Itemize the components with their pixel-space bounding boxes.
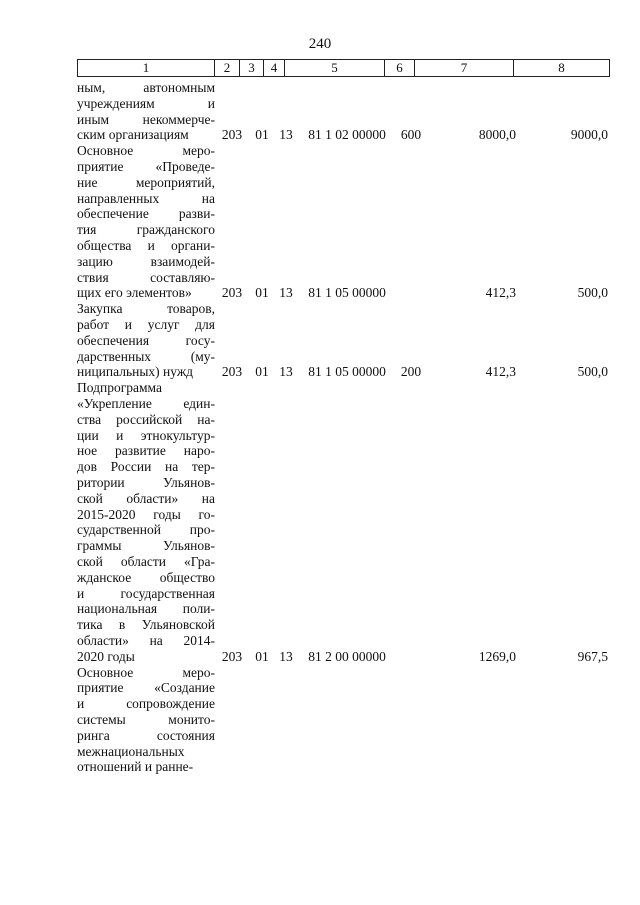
- description-line: дов России на тер-: [77, 459, 215, 475]
- cell-col-5: 81 2 00 00000: [308, 648, 386, 664]
- row-description: [77, 301, 215, 380]
- row-description: [77, 143, 215, 301]
- description-line: работ и услуг для: [77, 316, 215, 332]
- description-line: граммы Ульянов-: [77, 538, 215, 554]
- description-line: тия гражданского: [77, 222, 215, 238]
- description-line: жданское общество: [77, 569, 215, 585]
- description-line: ской области «Гра-: [77, 553, 215, 569]
- description-line: ным, автономным: [77, 80, 215, 95]
- header-col-4: 4: [264, 60, 285, 76]
- row-description: [77, 80, 215, 143]
- description-line: и государственная: [77, 585, 215, 601]
- description-line: и сопровождение: [77, 696, 215, 712]
- cell-col-5: 81 1 05 00000: [308, 364, 386, 380]
- header-col-3: 3: [240, 60, 264, 76]
- cell-col-7: 8000,0: [478, 127, 516, 143]
- row-description: [77, 380, 215, 664]
- description-line: области» на 2014-: [77, 632, 215, 648]
- description-line: обеспечения госу-: [77, 332, 215, 348]
- description-line: ствия составляю-: [77, 269, 215, 285]
- table-row: [77, 301, 610, 380]
- description-line: 2015-2020 годы го-: [77, 506, 215, 522]
- description-line: сударственной про-: [77, 522, 215, 538]
- row-description: [77, 665, 215, 776]
- description-line: обеспечение разви-: [77, 206, 215, 222]
- description-line: Подпрограмма: [77, 380, 162, 396]
- cell-col-6: 200: [400, 364, 422, 380]
- description-line: системы монито-: [77, 711, 215, 727]
- header-col-7: 7: [415, 60, 514, 76]
- table-row: [77, 143, 610, 301]
- cell-col-7: 1269,0: [478, 648, 516, 664]
- page-number: 240: [308, 36, 332, 52]
- header-col-1: 1: [78, 60, 215, 76]
- cell-col-3: 01: [255, 648, 269, 664]
- description-line: ние мероприятий,: [77, 174, 215, 190]
- cell-col-2: 203: [221, 127, 243, 143]
- description-line: ное развитие наро-: [77, 443, 215, 459]
- cell-col-8: 9000,0: [570, 127, 608, 143]
- cell-col-5: 81 1 02 00000: [308, 127, 386, 143]
- description-line: отношений и ранне-: [77, 759, 194, 775]
- description-line: 2020 годы: [77, 648, 135, 664]
- cell-col-4: 13: [279, 285, 293, 301]
- description-line: зацию взаимодей-: [77, 253, 215, 269]
- description-line: щих его элементов»: [77, 285, 192, 301]
- description-line: ритории Ульянов-: [77, 474, 215, 490]
- cell-col-3: 01: [255, 127, 269, 143]
- description-line: учреждениям и: [77, 95, 215, 111]
- cell-col-4: 13: [279, 648, 293, 664]
- cell-col-7: 412,3: [485, 285, 516, 301]
- description-line: ниципальных) нужд: [77, 364, 194, 380]
- cell-col-3: 01: [255, 364, 269, 380]
- description-line: общества и органи-: [77, 237, 215, 253]
- cell-col-8: 500,0: [577, 364, 608, 380]
- cell-col-2: 203: [221, 648, 243, 664]
- table-row: [77, 380, 610, 664]
- description-line: дарственных (му-: [77, 348, 215, 364]
- description-line: приятие «Проведе-: [77, 158, 215, 174]
- table-header-row: [77, 59, 610, 77]
- header-col-5: 5: [285, 60, 385, 76]
- description-line: Закупка товаров,: [77, 301, 215, 317]
- description-line: направленных на: [77, 190, 215, 206]
- table-row: [77, 665, 610, 776]
- cell-col-5: 81 1 05 00000: [308, 285, 386, 301]
- description-line: Основное меро-: [77, 664, 215, 680]
- description-line: тика в Ульяновской: [77, 617, 215, 633]
- description-line: ринга состояния: [77, 727, 215, 743]
- description-line: иным некоммерче-: [77, 111, 215, 127]
- cell-col-2: 203: [221, 285, 243, 301]
- cell-col-4: 13: [279, 127, 293, 143]
- table-row: [77, 80, 610, 143]
- description-line: «Укрепление един-: [77, 395, 215, 411]
- description-line: ским организациям: [77, 127, 189, 143]
- cell-col-8: 500,0: [577, 285, 608, 301]
- description-line: национальная поли-: [77, 601, 215, 617]
- header-col-6: 6: [385, 60, 415, 76]
- description-line: ства российской на-: [77, 411, 215, 427]
- cell-col-8: 967,5: [577, 648, 608, 664]
- header-col-8: 8: [558, 60, 565, 75]
- description-line: приятие «Создание: [77, 680, 215, 696]
- cell-col-2: 203: [221, 364, 243, 380]
- cell-col-7: 412,3: [485, 364, 516, 380]
- description-line: ции и этнокультур-: [77, 427, 215, 443]
- cell-col-4: 13: [279, 364, 293, 380]
- description-line: Основное меро-: [77, 143, 215, 159]
- header-col-2: 2: [215, 60, 240, 76]
- cell-col-3: 01: [255, 285, 269, 301]
- cell-col-6: 600: [400, 127, 422, 143]
- description-line: ской области» на: [77, 490, 215, 506]
- description-line: межнациональных: [77, 743, 185, 759]
